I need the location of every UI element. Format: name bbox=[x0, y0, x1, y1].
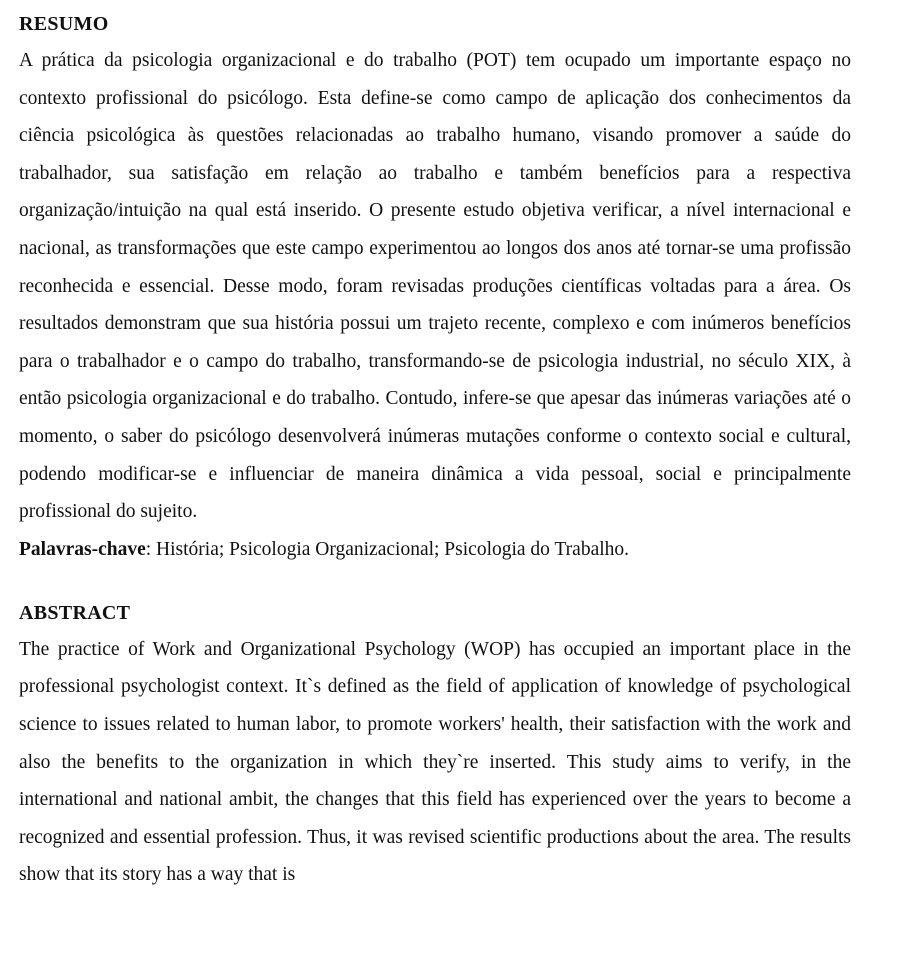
resumo-section bbox=[19, 12, 851, 568]
abstract-body: The practice of Work and Organizational Psychology (WOP) has occupied an important place in the professional psychologist context. It`s defined as the field of application of knowledge of psychological science to issues related to human labor, to promote workers' health, their satisfaction with the work and also the benefits to the organization in which they`re inserted. This study aims to verify, in the international and national ambit, the changes that this field has experienced over the years to become a recognized and essential profession. Thus, it was revised scientific productions about the area. The results show that its story has a way that is bbox=[19, 638, 851, 886]
abstract-heading: ABSTRACT bbox=[19, 601, 131, 624]
keywords-label: Palavras-chave bbox=[19, 538, 146, 560]
section-gap bbox=[19, 568, 851, 601]
resumo-body: A prática da psicologia organizacional e do trabalho (POT) tem ocupado um importante espaço no contexto profissional do psicólogo. Esta define-se como campo de aplicação dos conhecimentos da ciência psicológica às questões relacionadas ao trabalho humano, visando promover a saúde do trabalhador, sua satisfação em relação ao trabalho e também benefícios para a respectiva organização/intuição na qual está inserido. O presente estudo objetiva verificar, a nível internacional e nacional, as transformações que este campo experimentou ao longos dos anos até tornar-se uma profissão reconhecida e essencial. Desse modo, foram revisadas produções científicas voltadas para a área. Os resultados demonstram que sua história possui um trajeto recente, complexo e com inúmeros benefícios para o trabalhador e o campo do trabalho, transformando-se de psicologia industrial, no século XIX, à então psicologia organizacional e do trabalho. Contudo, infere-se que apesar das inúmeras variações até o momento, o saber do psicólogo desenvolverá inúmeras mutações conforme o contexto social e cultural, podendo modificar-se e influenciar de maneira dinâmica a vida pessoal, social e principalmente profissional do sujeito. bbox=[19, 50, 851, 523]
abstract-section bbox=[19, 601, 851, 894]
keywords-line bbox=[19, 531, 851, 568]
document-page bbox=[19, 12, 851, 894]
resumo-heading: RESUMO bbox=[19, 13, 109, 35]
keywords-text: : História; Psicologia Organizacional; Psicologia do Trabalho. bbox=[145, 538, 630, 560]
